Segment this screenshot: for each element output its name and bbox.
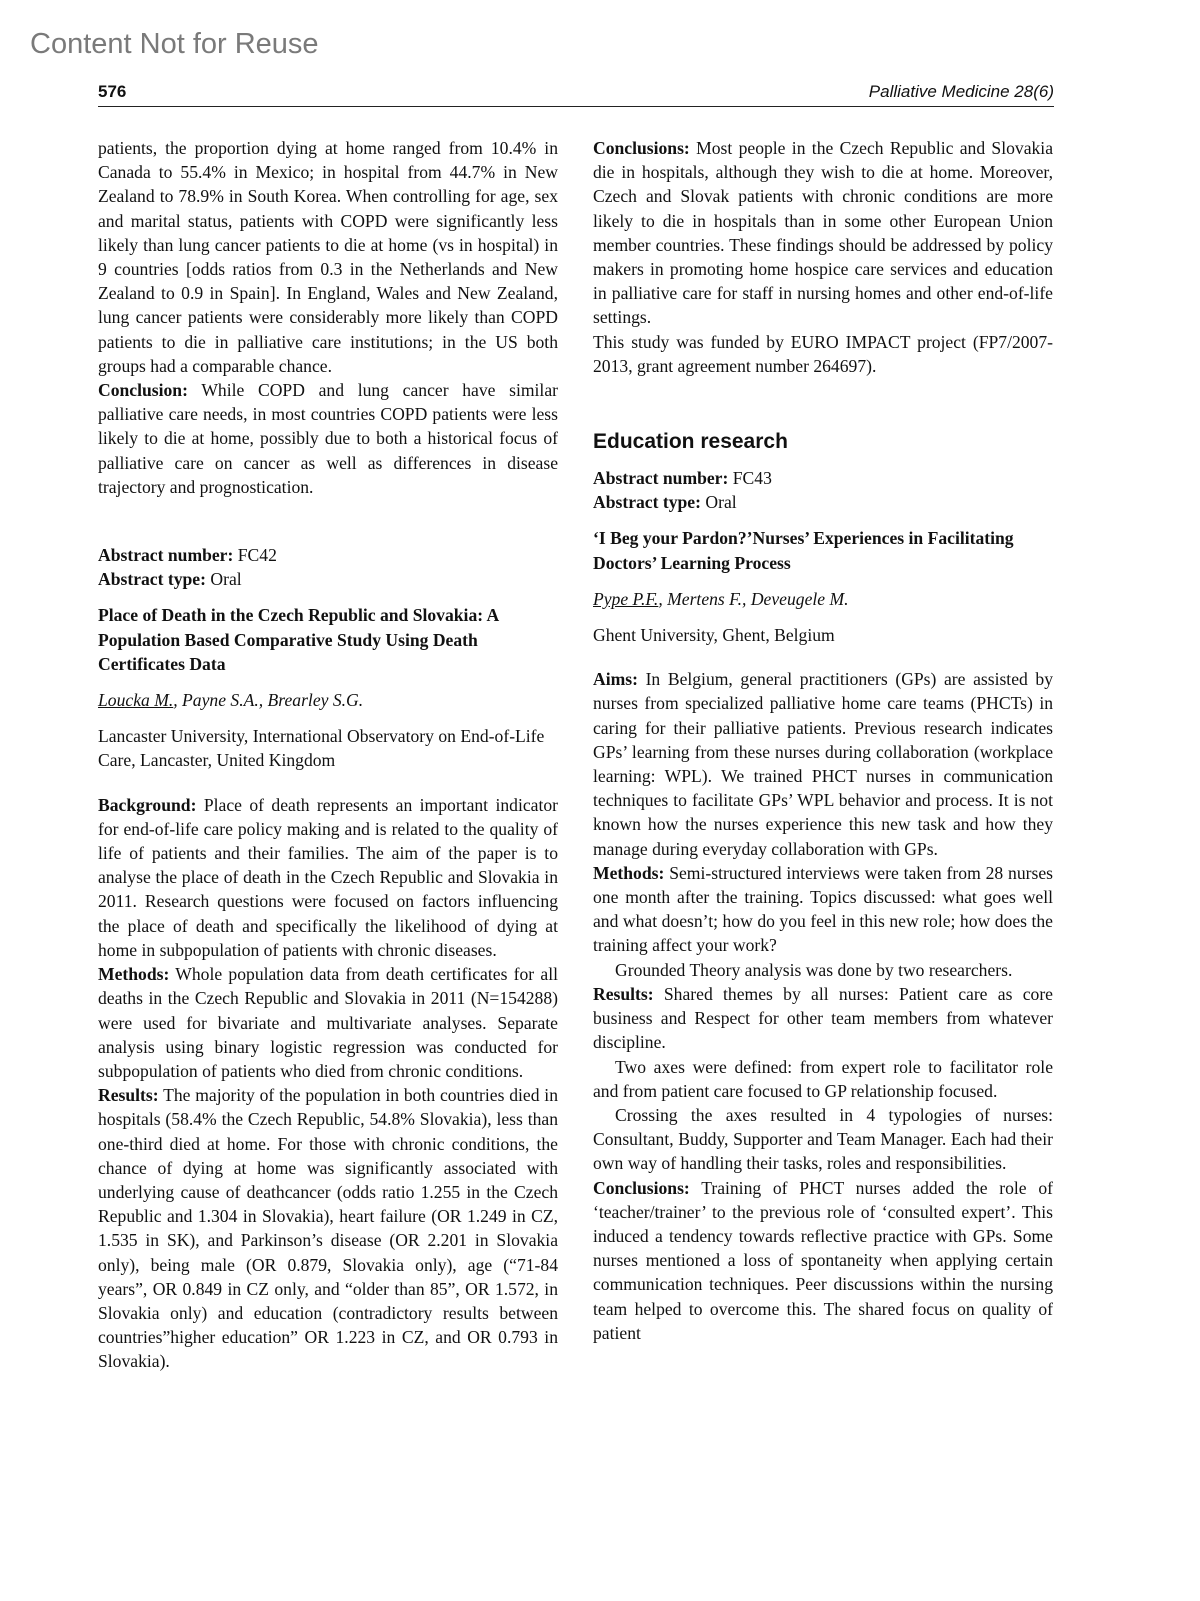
continued-paragraph: patients, the proportion dying at home ranged from 10.4% in Canada to 55.4% in Mexico; in hospital from 44.7% in New Zealand to 78.9% in South Korea. When controlling for age, sex and marital status, patients with COPD were significantly less likely than lung cancer patients to die at home (vs in hospital) in 9 countries [odds ratios from 0.3 in the Netherlands and New Zealand to 0.9 in Spain]. In England, Wales and New Zealand, lung cancer patients were considerably more likely than COPD patients to die in palliative care institutions; in the US both groups had a comparable chance. bbox=[98, 138, 558, 376]
section-heading: Education research bbox=[593, 430, 788, 454]
methods-label: Methods: bbox=[593, 862, 665, 883]
authors bbox=[593, 587, 1053, 611]
funding-paragraph: This study was funded by EURO IMPACT project (FP7/2007-2013, grant agreement number 264697). bbox=[593, 331, 1053, 376]
abstract-type-label: Abstract type: bbox=[593, 492, 701, 513]
affiliation: Ghent University, Ghent, Belgium bbox=[593, 625, 835, 646]
conclusion-paragraph bbox=[98, 378, 558, 499]
abstract-type-label: Abstract type: bbox=[98, 569, 206, 590]
conclusion-text: While COPD and lung cancer have similar palliative care needs, in most countries COPD patients were less likely to die at home, possibly due to both a historical focus of palliative care on cancer as well as differences in disease trajectory and prognostication. bbox=[98, 380, 558, 497]
coauthors: , Payne S.A., Brearley S.G. bbox=[173, 690, 364, 711]
background-paragraph bbox=[98, 793, 558, 962]
conclusions-label: Conclusions: bbox=[593, 138, 690, 158]
left-column bbox=[98, 136, 558, 1374]
running-header bbox=[98, 80, 1054, 107]
methods-paragraph-2: Grounded Theory analysis was done by two researchers. bbox=[615, 959, 1013, 980]
abstract-title: Place of Death in the Czech Republic and Slovakia: A Population Based Comparative Study Using Death Certificates Data bbox=[98, 605, 499, 674]
presenting-author: Pype P.F. bbox=[593, 588, 659, 609]
results-label: Results: bbox=[593, 983, 654, 1004]
abstract-title: ‘I Beg your Pardon?’Nurses’ Experiences in Facilitating Doctors’ Learning Process bbox=[593, 528, 1014, 573]
abstract-number-label: Abstract number: bbox=[593, 468, 729, 489]
conclusions-label: Conclusions: bbox=[593, 1177, 690, 1198]
abstract-number bbox=[593, 466, 1053, 490]
page-number: 576 bbox=[98, 82, 127, 101]
methods-label: Methods: bbox=[98, 964, 170, 985]
abstract-number-label: Abstract number: bbox=[98, 545, 234, 566]
results-paragraph bbox=[98, 1083, 558, 1373]
abstract-type bbox=[593, 490, 1053, 514]
abstract-type-value: Oral bbox=[700, 492, 737, 513]
methods-paragraph bbox=[98, 962, 558, 1083]
authors bbox=[98, 688, 558, 712]
aims-label: Aims: bbox=[593, 669, 638, 690]
methods-paragraph bbox=[593, 861, 1053, 958]
background-label: Background: bbox=[98, 794, 197, 815]
abstract-type-value: Oral bbox=[205, 569, 242, 590]
abstract-type bbox=[98, 567, 558, 591]
results-paragraph bbox=[593, 982, 1053, 1055]
conclusions-text: Training of PHCT nurses added the role of ‘teacher/trainer’ to the previous role of ‘consulted expert’. This induced a tendency towards reflective practice with GPs. Some nurses mentioned a loss of spontaneity when applying certain communication techniques. Peer discussions within the nursing team helped to overcome this. The shared focus on quality of patient bbox=[593, 1177, 1053, 1343]
journal-name: Palliative Medicine 28(6) bbox=[868, 82, 1054, 101]
right-column bbox=[593, 136, 1053, 1345]
aims-paragraph bbox=[593, 667, 1053, 861]
aims-text: In Belgium, general practitioners (GPs) are assisted by nurses from specialized palliative home care teams (PHCTs) in caring for their palliative patients. Previous research indicates GPs’ learning from these nurses during collaboration (workplace learning: WPL). We trained PHCT nurses in communication techniques to facilitate GPs’ WPL behavior and process. It is not known how the nurses experience this new task and how they manage during everyday collaboration with GPs. bbox=[593, 669, 1053, 859]
watermark: Content Not for Reuse bbox=[30, 28, 319, 60]
results-text: Shared themes by all nurses: Patient care as core business and Respect for other team members from whatever discipline. bbox=[593, 983, 1053, 1053]
conclusion-label: Conclusion: bbox=[98, 380, 188, 401]
results-text: The majority of the population in both countries died in hospitals (58.4% the Czech Republic, 54.8% Slovakia), less than one-third died at home. For those with chronic conditions, the chance of dying at home was significantly associated with underlying cause of deathcancer (odds ratio 1.255 in the Czech Republic and 1.304 in Slovakia), heart failure (OR 1.249 in CZ, 1.535 in SK), and Parkinson’s disease (OR 2.201 in Slovakia only), being male (OR 0.879, Slovakia only), age (“71-84 years”, OR 0.849 in CZ only, and “older than 85”, OR 1.572, in Slovakia only) and education (contradictory results between countries”higher education” OR 1.223 in CZ, and OR 0.793 in Slovakia). bbox=[98, 1085, 558, 1372]
conclusions-paragraph-2 bbox=[593, 1176, 1053, 1345]
conclusions-text: Most people in the Czech Republic and Slovakia die in hospitals, although they wish to die at home. Moreover, Czech and Slovak patients with chronic conditions are more likely to die in hospitals than in some other European Union member countries. These findings should be addressed by policy makers in promoting home hospice care services and education in palliative care for staff in nursing homes and other end-of-life settings. bbox=[593, 138, 1053, 328]
abstract-number bbox=[98, 543, 558, 567]
methods-text: Semi-structured interviews were taken from 28 nurses one month after the training. Topics discussed: what goes well and what doesn’t; how do you feel in this new role; how does the training affect your work? bbox=[593, 862, 1053, 956]
conclusions-paragraph bbox=[593, 136, 1053, 330]
abstract-number-value: FC42 bbox=[233, 545, 277, 566]
abstract-number-value: FC43 bbox=[728, 468, 772, 489]
coauthors: , Mertens F., Deveugele M. bbox=[658, 588, 849, 609]
results-label: Results: bbox=[98, 1085, 159, 1106]
methods-text: Whole population data from death certificates for all deaths in the Czech Republic and Slovakia in 2011 (N=154288) were used for bivariate and multivariate analyses. Separate analysis using binary logistic regression was conducted for subpopulation of patients who died from chronic conditions. bbox=[98, 964, 558, 1081]
presenting-author: Loucka M. bbox=[98, 690, 174, 711]
results-paragraph-3: Crossing the axes resulted in 4 typologies of nurses: Consultant, Buddy, Supporter and Team Manager. Each had their own way of handling their tasks, roles and responsibilities. bbox=[593, 1104, 1053, 1174]
affiliation: Lancaster University, International Observatory on End-of-Life Care, Lancaster, United Kingdom bbox=[98, 726, 545, 771]
results-paragraph-2: Two axes were defined: from expert role to facilitator role and from patient care focused to GP relationship focused. bbox=[593, 1056, 1053, 1101]
background-text: Place of death represents an important indicator for end-of-life care policy making and is related to the quality of life of patients and their families. The aim of the paper is to analyse the place of death in the Czech Republic and Slovakia in 2011. Research questions were focused on factors influencing the place of death and specifically the likelihood of dying at home in subpopulation of patients with chronic diseases. bbox=[98, 794, 558, 960]
